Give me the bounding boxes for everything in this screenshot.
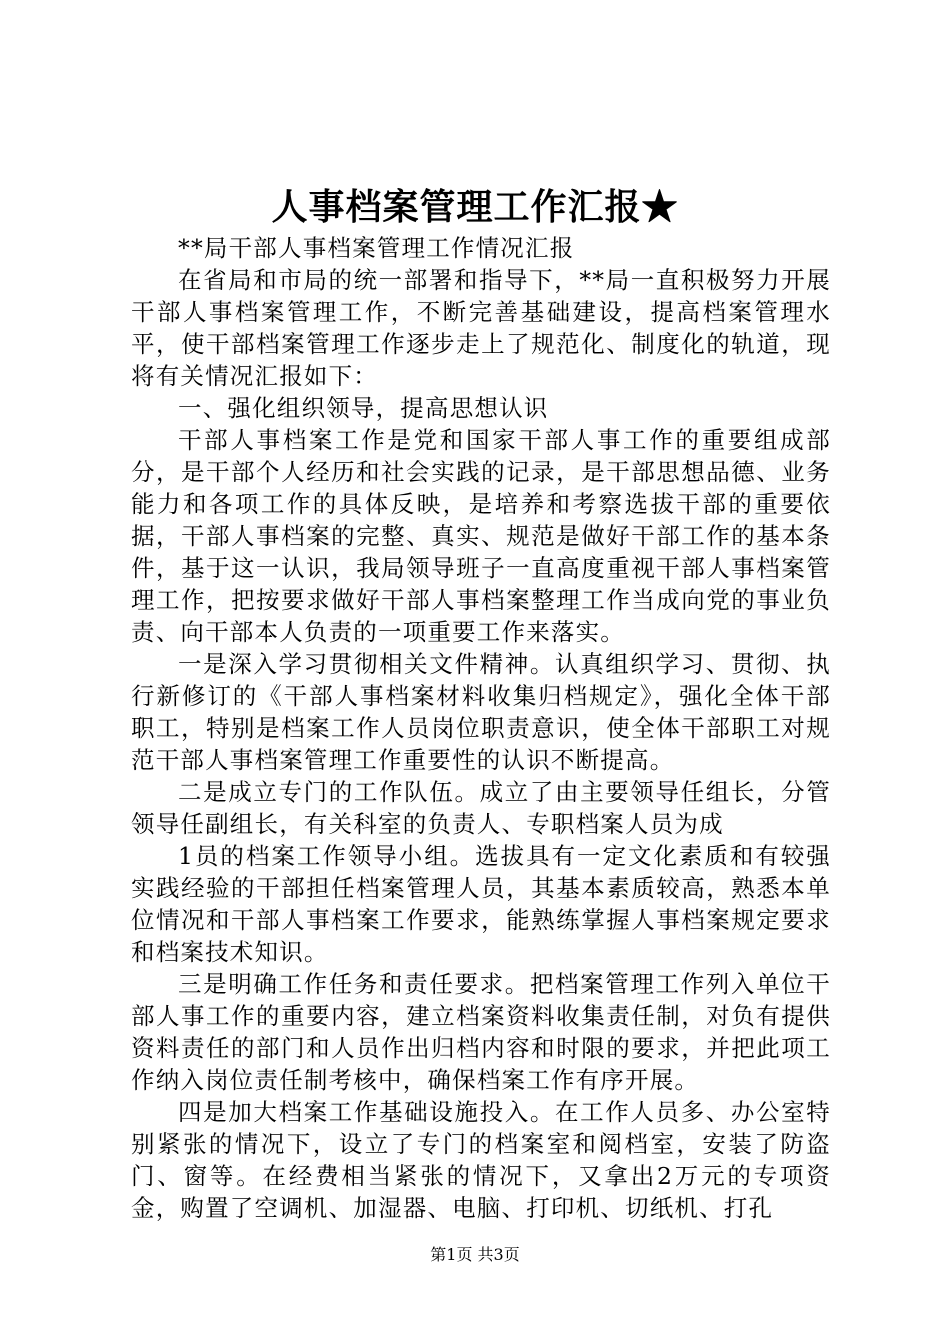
- paragraph-point-2: 二是成立专门的工作队伍。成立了由主要领导任组长，分管领导任副组长，有关科室的负责人、专职档案人员为成: [131, 778, 831, 838]
- document-title: 人事档案管理工作汇报★: [271, 186, 679, 228]
- section-heading-1: 一、强化组织领导，提高思想认识: [178, 394, 549, 422]
- paragraph-point-3: 三是明确工作任务和责任要求。把档案管理工作列入单位干部人事工作的重要内容，建立档案资料收集责任制，对负有提供资料责任的部门和人员作出归档内容和时限的要求，并把此项工作纳入岗位责任制考核中，确保档案工作有序开展。: [131, 970, 831, 1094]
- paragraph-point-4: 四是加大档案工作基础设施投入。在工作人员多、办公室特别紧张的情况下，设立了专门的档案室和阅档室，安装了防盗门、窗等。在经费相当紧张的情况下，又拿出2万元的专项资金，购置了空调机、加湿器、电脑、打印机、切纸机、打孔: [131, 1098, 831, 1222]
- paragraph-body: 干部人事档案工作是党和国家干部人事工作的重要组成部分，是干部个人经历和社会实践的记录，是干部思想品德、业务能力和各项工作的具体反映，是培养和考察选拔干部的重要依据，干部人事档案的完整、真实、规范是做好干部工作的基本条件，基于这一认识，我局领导班子一直高度重视干部人事档案管理工作，把按要求做好干部人事档案整理工作当成向党的事业负责、向干部本人负责的一项重要工作来落实。: [131, 426, 831, 646]
- paragraph-intro: 在省局和市局的统一部署和指导下，**局一直积极努力开展干部人事档案管理工作，不断完善基础建设，提高档案管理水平，使干部档案管理工作逐步走上了规范化、制度化的轨道，现将有关情况汇报如下：: [131, 266, 831, 390]
- page-footer: 第1页 共3页: [430, 1245, 520, 1264]
- paragraph-point-1: 一是深入学习贯彻相关文件精神。认真组织学习、贯彻、执行新修订的《干部人事档案材料收集归档规定》，强化全体干部职工，特别是档案工作人员岗位职责意识，使全体干部职工对规范干部人事档案管理工作重要性的认识不断提高。: [131, 650, 831, 774]
- paragraph-subtitle: **局干部人事档案管理工作情况汇报: [178, 234, 575, 262]
- paragraph-point-2-cont: 1员的档案工作领导小组。选拔具有一定文化素质和有较强实践经验的干部担任档案管理人员，其基本素质较高，熟悉本单位情况和干部人事档案工作要求，能熟练掌握人事档案规定要求和档案技术知识。: [131, 842, 831, 966]
- document-body: [131, 232, 831, 1224]
